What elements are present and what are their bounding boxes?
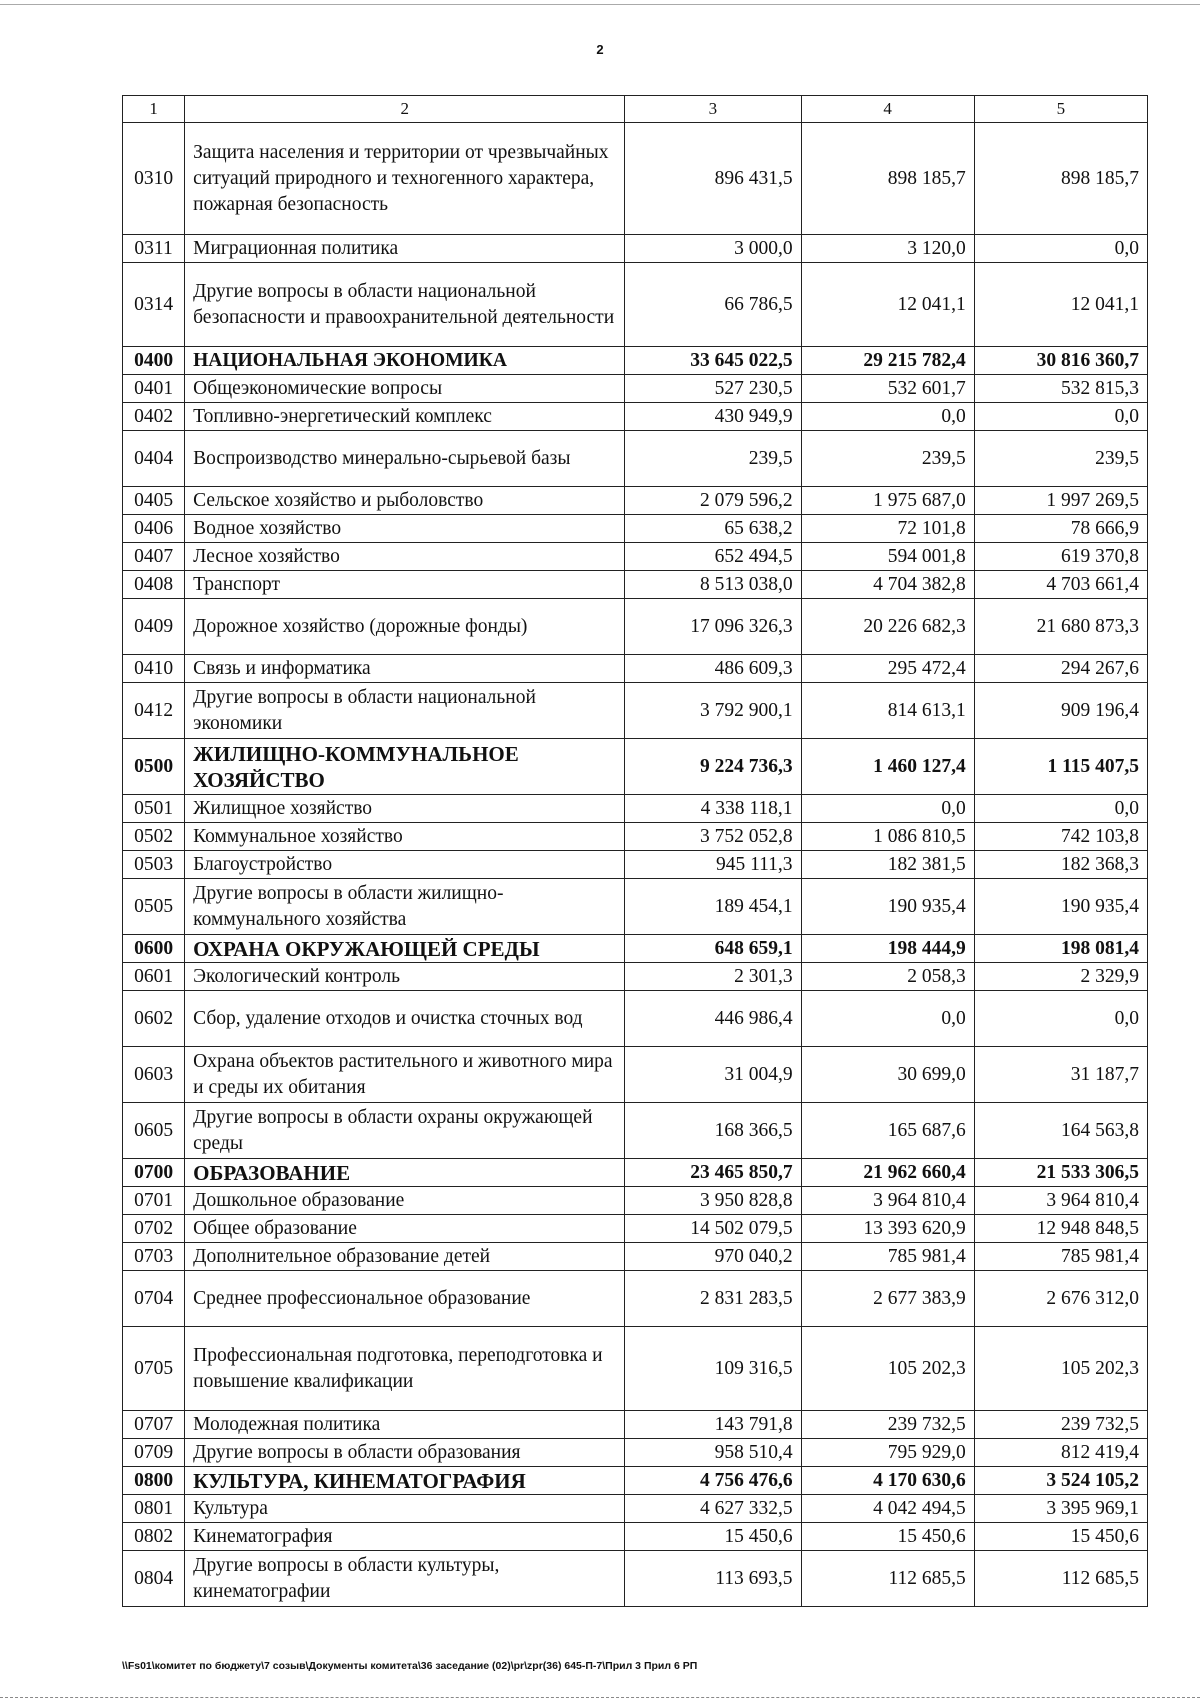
- column-header-2: 2: [185, 96, 625, 123]
- row-name: Жилищное хозяйство: [185, 795, 625, 823]
- table-row: [123, 1159, 1148, 1187]
- row-value-col3: 113 693,5: [625, 1551, 801, 1607]
- row-value-col3: 23 465 850,7: [625, 1159, 801, 1187]
- row-code: 0410: [123, 655, 185, 683]
- row-code: 0314: [123, 263, 185, 347]
- row-name: Благоустройство: [185, 851, 625, 879]
- row-code: 0412: [123, 683, 185, 739]
- row-name: Миграционная политика: [185, 235, 625, 263]
- column-number-row: [123, 96, 1148, 123]
- row-value-col4: 795 929,0: [801, 1439, 974, 1467]
- row-value-col4: 4 042 494,5: [801, 1495, 974, 1523]
- row-value-col3: 652 494,5: [625, 543, 801, 571]
- row-name: ОХРАНА ОКРУЖАЮЩЕЙ СРЕДЫ: [185, 935, 625, 963]
- table-row: [123, 599, 1148, 655]
- row-value-col5: 164 563,8: [974, 1103, 1147, 1159]
- row-value-col3: 4 338 118,1: [625, 795, 801, 823]
- row-value-col4: 72 101,8: [801, 515, 974, 543]
- row-value-col3: 648 659,1: [625, 935, 801, 963]
- row-value-col5: 812 419,4: [974, 1439, 1147, 1467]
- row-value-col5: 3 964 810,4: [974, 1187, 1147, 1215]
- row-value-col4: 190 935,4: [801, 879, 974, 935]
- row-name: Топливно-энергетический комплекс: [185, 403, 625, 431]
- row-code: 0707: [123, 1411, 185, 1439]
- row-value-col4: 3 120,0: [801, 235, 974, 263]
- row-value-col5: 31 187,7: [974, 1047, 1147, 1103]
- table-row: [123, 1327, 1148, 1411]
- row-value-col4: 112 685,5: [801, 1551, 974, 1607]
- row-value-col4: 4 170 630,6: [801, 1467, 974, 1495]
- row-value-col4: 30 699,0: [801, 1047, 974, 1103]
- table-row: [123, 991, 1148, 1047]
- row-code: 0709: [123, 1439, 185, 1467]
- row-value-col5: 0,0: [974, 403, 1147, 431]
- row-code: 0500: [123, 739, 185, 795]
- row-code: 0405: [123, 487, 185, 515]
- row-code: 0404: [123, 431, 185, 487]
- row-value-col5: 3 524 105,2: [974, 1467, 1147, 1495]
- table-row: [123, 1187, 1148, 1215]
- row-code: 0700: [123, 1159, 185, 1187]
- row-name: Сельское хозяйство и рыболовство: [185, 487, 625, 515]
- row-value-col3: 17 096 326,3: [625, 599, 801, 655]
- row-value-col3: 168 366,5: [625, 1103, 801, 1159]
- row-code: 0702: [123, 1215, 185, 1243]
- table-row: [123, 879, 1148, 935]
- row-value-col4: 29 215 782,4: [801, 347, 974, 375]
- row-value-col3: 2 301,3: [625, 963, 801, 991]
- row-name: Другие вопросы в области охраны окружающей среды: [185, 1103, 625, 1159]
- table-row: [123, 487, 1148, 515]
- row-value-col4: 1 460 127,4: [801, 739, 974, 795]
- row-value-col5: 182 368,3: [974, 851, 1147, 879]
- row-name: Молодежная политика: [185, 1411, 625, 1439]
- row-code: 0407: [123, 543, 185, 571]
- table-row: [123, 123, 1148, 235]
- row-value-col4: 12 041,1: [801, 263, 974, 347]
- table-body: [123, 123, 1148, 1607]
- row-name: Связь и информатика: [185, 655, 625, 683]
- row-name: Экологический контроль: [185, 963, 625, 991]
- row-name: Общеэкономические вопросы: [185, 375, 625, 403]
- row-code: 0402: [123, 403, 185, 431]
- row-value-col3: 143 791,8: [625, 1411, 801, 1439]
- row-value-col4: 20 226 682,3: [801, 599, 974, 655]
- row-code: 0705: [123, 1327, 185, 1411]
- row-value-col5: 2 676 312,0: [974, 1271, 1147, 1327]
- row-value-col3: 66 786,5: [625, 263, 801, 347]
- row-value-col3: 446 986,4: [625, 991, 801, 1047]
- row-code: 0310: [123, 123, 185, 235]
- row-name: Другие вопросы в области культуры, кинематографии: [185, 1551, 625, 1607]
- row-value-col4: 239 732,5: [801, 1411, 974, 1439]
- row-value-col3: 3 752 052,8: [625, 823, 801, 851]
- table-row: [123, 655, 1148, 683]
- row-code: 0703: [123, 1243, 185, 1271]
- row-value-col5: 898 185,7: [974, 123, 1147, 235]
- table-row: [123, 1439, 1148, 1467]
- row-name: Транспорт: [185, 571, 625, 599]
- row-value-col4: 15 450,6: [801, 1523, 974, 1551]
- row-value-col3: 15 450,6: [625, 1523, 801, 1551]
- row-value-col5: 0,0: [974, 991, 1147, 1047]
- row-value-col3: 4 627 332,5: [625, 1495, 801, 1523]
- row-code: 0311: [123, 235, 185, 263]
- row-value-col3: 31 004,9: [625, 1047, 801, 1103]
- row-value-col5: 2 329,9: [974, 963, 1147, 991]
- row-value-col4: 2 677 383,9: [801, 1271, 974, 1327]
- row-value-col5: 105 202,3: [974, 1327, 1147, 1411]
- row-value-col5: 78 666,9: [974, 515, 1147, 543]
- row-value-col3: 33 645 022,5: [625, 347, 801, 375]
- row-value-col3: 3 000,0: [625, 235, 801, 263]
- table-row: [123, 1523, 1148, 1551]
- table-row: [123, 739, 1148, 795]
- row-value-col5: 21 533 306,5: [974, 1159, 1147, 1187]
- row-value-col5: 1 115 407,5: [974, 739, 1147, 795]
- row-value-col5: 909 196,4: [974, 683, 1147, 739]
- table-row: [123, 683, 1148, 739]
- row-value-col5: 239,5: [974, 431, 1147, 487]
- file-path-footer: \\Fs01\комитет по бюджету\7 созыв\Документы комитета\36 заседание (02)\pr\zpr(36) 645-П-7\Прил 3 Прил 6 РП: [122, 1660, 698, 1672]
- row-value-col3: 239,5: [625, 431, 801, 487]
- row-value-col5: 239 732,5: [974, 1411, 1147, 1439]
- row-value-col4: 814 613,1: [801, 683, 974, 739]
- table-row: [123, 1551, 1148, 1607]
- row-name: Общее образование: [185, 1215, 625, 1243]
- row-code: 0701: [123, 1187, 185, 1215]
- row-value-col4: 198 444,9: [801, 935, 974, 963]
- row-value-col3: 14 502 079,5: [625, 1215, 801, 1243]
- row-value-col3: 896 431,5: [625, 123, 801, 235]
- row-value-col5: 190 935,4: [974, 879, 1147, 935]
- row-code: 0804: [123, 1551, 185, 1607]
- row-name: Охрана объектов растительного и животного мира и среды их обитания: [185, 1047, 625, 1103]
- table-row: [123, 935, 1148, 963]
- row-value-col4: 2 058,3: [801, 963, 974, 991]
- table-row: [123, 851, 1148, 879]
- row-code: 0603: [123, 1047, 185, 1103]
- table-row: [123, 1495, 1148, 1523]
- page-number: 2: [596, 42, 604, 57]
- row-code: 0503: [123, 851, 185, 879]
- row-code: 0505: [123, 879, 185, 935]
- table-row: [123, 543, 1148, 571]
- row-value-col5: 12 041,1: [974, 263, 1147, 347]
- row-value-col5: 742 103,8: [974, 823, 1147, 851]
- row-code: 0601: [123, 963, 185, 991]
- row-value-col3: 4 756 476,6: [625, 1467, 801, 1495]
- table-row: [123, 1047, 1148, 1103]
- table-row: [123, 431, 1148, 487]
- row-value-col3: 109 316,5: [625, 1327, 801, 1411]
- row-value-col4: 13 393 620,9: [801, 1215, 974, 1243]
- row-name: Среднее профессиональное образование: [185, 1271, 625, 1327]
- row-value-col3: 9 224 736,3: [625, 739, 801, 795]
- row-value-col4: 4 704 382,8: [801, 571, 974, 599]
- table-row: [123, 1103, 1148, 1159]
- row-name: Воспроизводство минерально-сырьевой базы: [185, 431, 625, 487]
- table-row: [123, 1243, 1148, 1271]
- row-value-col5: 15 450,6: [974, 1523, 1147, 1551]
- row-code: 0401: [123, 375, 185, 403]
- row-name: НАЦИОНАЛЬНАЯ ЭКОНОМИКА: [185, 347, 625, 375]
- scan-bottom-line: [0, 1697, 1200, 1698]
- row-value-col5: 532 815,3: [974, 375, 1147, 403]
- row-name: Другие вопросы в области национальной экономики: [185, 683, 625, 739]
- row-name: ЖИЛИЩНО-КОММУНАЛЬНОЕ ХОЗЯЙСТВО: [185, 739, 625, 795]
- row-value-col5: 3 395 969,1: [974, 1495, 1147, 1523]
- table-row: [123, 1467, 1148, 1495]
- table-row: [123, 1411, 1148, 1439]
- row-value-col3: 2 831 283,5: [625, 1271, 801, 1327]
- row-name: Дорожное хозяйство (дорожные фонды): [185, 599, 625, 655]
- table-row: [123, 263, 1148, 347]
- row-code: 0501: [123, 795, 185, 823]
- row-value-col5: 1 997 269,5: [974, 487, 1147, 515]
- table-row: [123, 515, 1148, 543]
- row-value-col5: 30 816 360,7: [974, 347, 1147, 375]
- row-code: 0600: [123, 935, 185, 963]
- row-code: 0802: [123, 1523, 185, 1551]
- row-value-col5: 0,0: [974, 795, 1147, 823]
- table-row: [123, 1271, 1148, 1327]
- row-value-col4: 0,0: [801, 403, 974, 431]
- row-name: Водное хозяйство: [185, 515, 625, 543]
- row-value-col4: 295 472,4: [801, 655, 974, 683]
- row-code: 0800: [123, 1467, 185, 1495]
- row-code: 0602: [123, 991, 185, 1047]
- row-code: 0408: [123, 571, 185, 599]
- row-value-col5: 785 981,4: [974, 1243, 1147, 1271]
- row-value-col4: 785 981,4: [801, 1243, 974, 1271]
- row-code: 0605: [123, 1103, 185, 1159]
- row-name: Профессиональная подготовка, переподготовка и повышение квалификации: [185, 1327, 625, 1411]
- table-row: [123, 403, 1148, 431]
- row-name: Культура: [185, 1495, 625, 1523]
- table-row: [123, 795, 1148, 823]
- row-value-col4: 21 962 660,4: [801, 1159, 974, 1187]
- row-value-col4: 105 202,3: [801, 1327, 974, 1411]
- row-code: 0801: [123, 1495, 185, 1523]
- table-row: [123, 347, 1148, 375]
- row-value-col5: 12 948 848,5: [974, 1215, 1147, 1243]
- column-header-5: 5: [974, 96, 1147, 123]
- row-value-col5: 294 267,6: [974, 655, 1147, 683]
- row-value-col4: 594 001,8: [801, 543, 974, 571]
- table-row: [123, 571, 1148, 599]
- row-name: Другие вопросы в области национальной безопасности и правоохранительной деятельности: [185, 263, 625, 347]
- row-name: Коммунальное хозяйство: [185, 823, 625, 851]
- row-code: 0704: [123, 1271, 185, 1327]
- table-row: [123, 1215, 1148, 1243]
- row-code: 0409: [123, 599, 185, 655]
- row-name: Защита населения и территории от чрезвычайных ситуаций природного и техногенного характера, пожарная безопасность: [185, 123, 625, 235]
- row-value-col3: 189 454,1: [625, 879, 801, 935]
- row-code: 0406: [123, 515, 185, 543]
- row-value-col3: 945 111,3: [625, 851, 801, 879]
- row-value-col5: 0,0: [974, 235, 1147, 263]
- row-name: Лесное хозяйство: [185, 543, 625, 571]
- row-value-col3: 970 040,2: [625, 1243, 801, 1271]
- row-value-col5: 198 081,4: [974, 935, 1147, 963]
- row-value-col4: 3 964 810,4: [801, 1187, 974, 1215]
- row-name: Другие вопросы в области образования: [185, 1439, 625, 1467]
- row-value-col4: 898 185,7: [801, 123, 974, 235]
- row-value-col3: 958 510,4: [625, 1439, 801, 1467]
- row-name: Сбор, удаление отходов и очистка сточных вод: [185, 991, 625, 1047]
- row-value-col3: 2 079 596,2: [625, 487, 801, 515]
- row-name: Другие вопросы в области жилищно-коммунального хозяйства: [185, 879, 625, 935]
- row-value-col4: 165 687,6: [801, 1103, 974, 1159]
- table-row: [123, 823, 1148, 851]
- row-value-col5: 4 703 661,4: [974, 571, 1147, 599]
- row-name: ОБРАЗОВАНИЕ: [185, 1159, 625, 1187]
- column-header-1: 1: [123, 96, 185, 123]
- row-value-col4: 0,0: [801, 795, 974, 823]
- row-value-col3: 3 792 900,1: [625, 683, 801, 739]
- row-value-col3: 65 638,2: [625, 515, 801, 543]
- row-code: 0502: [123, 823, 185, 851]
- row-value-col5: 112 685,5: [974, 1551, 1147, 1607]
- row-name: КУЛЬТУРА, КИНЕМАТОГРАФИЯ: [185, 1467, 625, 1495]
- row-value-col4: 0,0: [801, 991, 974, 1047]
- row-value-col4: 532 601,7: [801, 375, 974, 403]
- column-header-3: 3: [625, 96, 801, 123]
- column-header-4: 4: [801, 96, 974, 123]
- row-value-col3: 527 230,5: [625, 375, 801, 403]
- scan-top-line: [0, 4, 1200, 5]
- row-value-col4: 182 381,5: [801, 851, 974, 879]
- row-name: Дошкольное образование: [185, 1187, 625, 1215]
- row-value-col3: 3 950 828,8: [625, 1187, 801, 1215]
- row-value-col3: 8 513 038,0: [625, 571, 801, 599]
- row-value-col3: 430 949,9: [625, 403, 801, 431]
- row-value-col5: 619 370,8: [974, 543, 1147, 571]
- row-name: Кинематография: [185, 1523, 625, 1551]
- table-row: [123, 375, 1148, 403]
- row-value-col3: 486 609,3: [625, 655, 801, 683]
- row-value-col4: 1 975 687,0: [801, 487, 974, 515]
- row-value-col4: 239,5: [801, 431, 974, 487]
- row-value-col4: 1 086 810,5: [801, 823, 974, 851]
- budget-table: [122, 95, 1148, 1607]
- row-code: 0400: [123, 347, 185, 375]
- table-row: [123, 963, 1148, 991]
- table-row: [123, 235, 1148, 263]
- row-value-col5: 21 680 873,3: [974, 599, 1147, 655]
- row-name: Дополнительное образование детей: [185, 1243, 625, 1271]
